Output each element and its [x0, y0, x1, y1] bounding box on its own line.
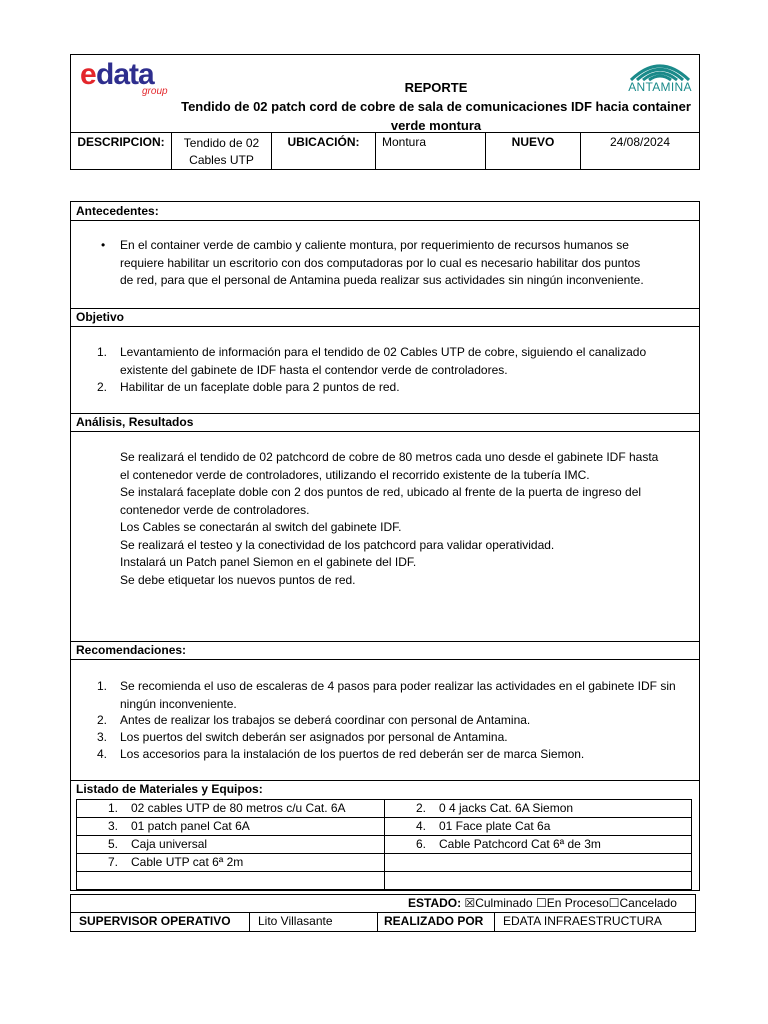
recomendacion-item-3: Los puertos del switch deberán ser asignados por personal de Antamina.: [120, 730, 508, 744]
report-title-line3: verde montura: [390, 118, 482, 133]
estado-culminado-label: Culminado: [475, 896, 533, 910]
material-item-6: Cable Patchcord Cat 6ª de 3m: [439, 837, 601, 851]
objetivo-item-1: Levantamiento de información para el tendido de 02 Cables UTP de cobre, siguiendo el canalizado existente del gabinete de IDF hasta el contendor verde de controladores.: [120, 345, 647, 377]
recomendacion-item-4: Los accesorios para la instalación de los puertos de red deberán ser de marca Siemon.: [120, 747, 585, 761]
recomendacion-num-3: 3.: [97, 730, 108, 744]
material-item-5: Caja universal: [131, 837, 208, 851]
material-num-1: 1.: [108, 801, 119, 815]
objetivo-label: Objetivo: [76, 310, 125, 324]
report-title: [172, 78, 700, 135]
divider: [70, 220, 700, 221]
objetivo-num-2: 2.: [97, 380, 108, 394]
material-item-2: 0 4 jacks Cat. 6A Siemon: [439, 801, 574, 815]
realizado-value: EDATA INFRAESTRUCTURA: [494, 912, 696, 932]
nuevo-label: NUEVO: [485, 132, 581, 170]
material-num-3: 3.: [108, 819, 119, 833]
material-num-6: 6.: [416, 837, 427, 851]
antecedentes-label: Antecedentes:: [76, 204, 159, 218]
estado-label: ESTADO:: [408, 896, 462, 910]
recomendacion-num-1: 1.: [97, 679, 108, 693]
supervisor-value: Lito Villasante: [249, 912, 378, 932]
edata-logo: [80, 60, 172, 98]
recomendacion-num-4: 4.: [97, 747, 108, 761]
objetivo-num-1: 1.: [97, 345, 108, 359]
materiales-label: Listado de Materiales y Equipos:: [76, 782, 263, 796]
material-item-3: 01 patch panel Cat 6A: [131, 819, 250, 833]
descripcion-label: DESCRIPCION:: [70, 132, 172, 170]
descripcion-value: Tendido de 02 Cables UTP: [171, 132, 272, 170]
recomendacion-num-2: 2.: [97, 713, 108, 727]
recomendacion-item-2: Antes de realizar los trabajos se deberá coordinar con personal de Antamina.: [120, 713, 531, 727]
recomendaciones-label: Recomendaciones:: [76, 643, 187, 657]
analisis-text: Se realizará el tendido de 02 patchcord de cobre de 80 metros cada uno desde el gabinete IDF hasta el contenedor verde de controladores, utilizando el recorrido existente de la tubería IMC. Se instalará faceplate doble con 2 dos puntos de red, ubicado al frente de la puerta de ingreso del contenedor verde de controladores. Los Cables se conectarán al switch del gabinete IDF. Se realizará el testeo y la conectividad de los patchcord para validar operatividad. Instalará un Patch panel Siemon en el gabinete del IDF. Se debe etiquetar los nuevos puntos de red.: [120, 450, 659, 587]
ubicacion-value: Montura: [375, 132, 486, 170]
objetivo-item-2: Habilitar de un faceplate doble para 2 puntos de red.: [120, 380, 400, 394]
material-item-7: Cable UTP cat 6ª 2m: [131, 855, 244, 869]
material-item-1: 02 cables UTP de 80 metros c/u Cat. 6A: [131, 801, 346, 815]
recomendacion-item-1: Se recomienda el uso de escaleras de 4 pasos para poder realizar las actividades en el gabinete IDF sin ningún inconveniente.: [120, 679, 676, 711]
material-num-7: 7.: [108, 855, 119, 869]
material-num-2: 2.: [416, 801, 427, 815]
checkbox-en-proceso[interactable]: ☐: [535, 896, 547, 910]
supervisor-label: SUPERVISOR OPERATIVO: [70, 912, 250, 932]
estado-en-proceso-label: En Proceso: [546, 896, 609, 910]
divider: [70, 326, 700, 327]
realizado-label: REALIZADO POR: [377, 912, 495, 932]
divider: [70, 659, 700, 660]
divider: [76, 871, 692, 872]
material-num-5: 5.: [108, 837, 119, 851]
antecedentes-bullet: •: [101, 238, 106, 252]
material-item-4: 01 Face plate Cat 6a: [439, 819, 551, 833]
checkbox-cancelado[interactable]: ☐: [608, 896, 620, 910]
edata-logo-e: e: [80, 58, 96, 91]
checkbox-culminado[interactable]: ☒: [464, 896, 476, 910]
material-num-4: 4.: [416, 819, 427, 833]
divider: [70, 431, 700, 432]
report-title-line1: REPORTE: [404, 80, 468, 95]
antecedentes-text: En el container verde de cambio y caliente montura, por requerimiento de recursos humanos se requiere habilitar un escritorio con dos computadoras por lo cual es necesario habilitar dos puntos de red, para que el personal de Antamina pueda realizar sus actividades sin ningún inconveniente.: [120, 238, 644, 287]
materiales-table-divider: [384, 799, 385, 890]
date-value: 24/08/2024: [580, 132, 700, 170]
antamina-logo-text: ANTAMINA: [628, 80, 692, 94]
estado-group: [408, 895, 677, 912]
edata-logo-group: group: [142, 86, 168, 97]
ubicacion-label: UBICACIÓN:: [271, 132, 376, 170]
report-title-line2: Tendido de 02 patch cord de cobre de sala de comunicaciones IDF hacia container: [181, 99, 691, 114]
estado-cancelado-label: Cancelado: [619, 896, 677, 910]
analisis-label: Análisis, Resultados: [76, 415, 194, 429]
edata-logo-data: data: [96, 58, 154, 91]
